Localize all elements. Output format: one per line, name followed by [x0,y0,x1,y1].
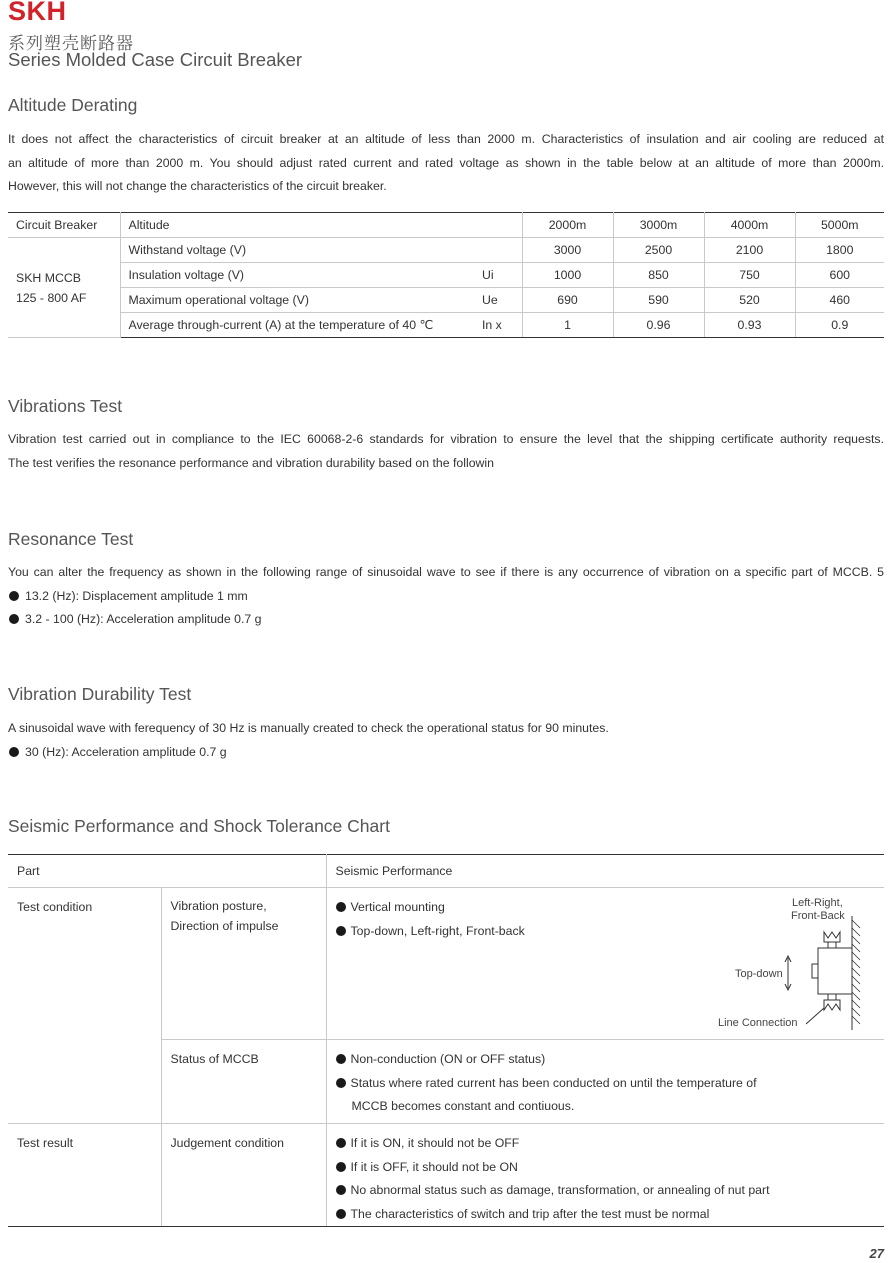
title-english: Series Molded Case Circuit Breaker [8,49,303,70]
test-condition-cell [8,888,161,1124]
diagram-label-left-right: Left-Right, [792,897,843,909]
bullet-icon [336,1209,346,1219]
altitude-paragraph [8,128,884,199]
status-performance-cell [326,1040,884,1124]
test-result-cell [8,1124,161,1227]
header-altitude-value: 3000m [613,213,704,238]
table-cell: 1800 [795,238,884,263]
top-stud-icon [828,942,836,948]
posture-label: Vibration posture, [170,899,267,913]
header-altitude-value: 4000m [704,213,795,238]
list-item-text: Non-conduction (ON or OFF status) [350,1052,546,1066]
list-item [336,1048,876,1072]
breaker-model: SKH MCCB [16,270,81,285]
table-cell: 850 [613,263,704,288]
breaker-frame: 125 - 800 AF [16,290,87,305]
table-row [8,1124,884,1227]
list-item-text: The characteristics of switch and trip after the test must be normal [350,1206,710,1221]
posture-cell [161,888,326,1040]
altitude-derating-table [8,212,884,338]
table-cell: 0.96 [613,313,704,338]
list-item-text: If it is OFF, it should not be ON [350,1159,518,1174]
table-cell: 590 [613,288,704,313]
row-label: Maximum operational voltage (V) [120,288,482,313]
list-item [9,612,262,626]
list-item-text: Status where rated current has been conducted on until the temperature of [350,1075,757,1090]
bullet-icon [336,1185,346,1195]
list-item-text: Vertical mounting [350,900,445,914]
paragraph-line: However, this will not change the characteristics of the circuit breaker. [8,179,387,193]
table-cell: 600 [795,263,884,288]
table-cell: 750 [704,263,795,288]
paragraph-line: The test verifies the resonance performance and vibration durability based on the followin [8,455,495,470]
durability-paragraph [8,717,884,741]
breaker-handle-icon [812,964,818,978]
paragraph-line: Vibration test carried out in compliance to the IEC 60068-2-6 standards for vibration to ensure the level that the shipping certificate authority requests. [8,432,884,446]
table-row [8,238,884,263]
header-part: Part [8,855,326,888]
pointer-line [806,1008,824,1024]
list-item-text: 30 (Hz): Acceleration amplitude 0.7 g [25,745,227,759]
status-cell [161,1040,326,1124]
resonance-heading: Resonance Test [8,529,134,549]
row-symbol: In x [482,313,522,338]
paragraph-line: A sinusoidal wave with ferequency of 30 Hz is manually created to check the operational status for 90 minutes. [8,721,609,735]
list-item-text: If it is ON, it should not be OFF [350,1136,520,1150]
header-altitude: Altitude [120,213,522,238]
row-symbol: Ue [482,288,522,313]
list-item-text: No abnormal status such as damage, transformation, or annealing of nut part [350,1183,770,1197]
header-circuit-breaker: Circuit Breaker [8,213,120,238]
list-item-text: 3.2 - 100 (Hz): Acceleration amplitude 0.7 g [25,612,262,626]
list-item [9,745,227,759]
brand-logo-text: SKH [8,0,67,26]
table-cell: 520 [704,288,795,313]
table-cell: 1 [522,313,613,338]
bullet-icon [336,1054,346,1064]
mounting-diagram [700,888,880,1038]
diagram-label-line-connection: Line Connection [718,1017,798,1029]
altitude-heading: Altitude Derating [8,95,138,115]
list-item [336,1132,876,1156]
list-item [336,1179,876,1203]
durability-heading: Vibration Durability Test [8,684,192,704]
seismic-heading: Seismic Performance and Shock Tolerance Chart [8,816,390,836]
row-label: Average through-current (A) at the temperature of 40 ℃ [120,313,482,338]
table-cell: 460 [795,288,884,313]
bullet-icon [9,747,19,757]
status-label: Status of MCCB [170,1052,259,1066]
header-altitude-value: 5000m [795,213,884,238]
bullet-icon [336,902,346,912]
list-item-text: 13.2 (Hz): Displacement amplitude 1 mm [25,589,248,603]
top-terminal-icon [824,932,840,942]
paragraph-line: You can alter the frequency as shown in the following range of sinusoidal wave to see if there is any occurrence of vibration on a specific part of MCCB. 5 [8,565,884,579]
judgement-cell [161,1124,326,1227]
vibrations-heading: Vibrations Test [8,396,123,416]
bullet-icon [336,1078,346,1088]
bullet-icon [9,614,19,624]
test-result-label: Test result [17,1136,74,1150]
table-cell: 0.93 [704,313,795,338]
wall-hatch [852,920,860,1024]
diagram-label-front-back: Front-Back [791,910,845,922]
bullet-icon [9,591,19,601]
diagram-label-top-down: Top-down [735,968,783,980]
circuit-breaker-cell [8,238,120,338]
row-label: Insulation voltage (V) [120,263,482,288]
bullet-icon [336,926,346,936]
list-item [336,1156,876,1180]
bullet-icon [336,1138,346,1148]
table-header-row [8,855,884,888]
table-row [8,313,884,338]
paragraph-line: an altitude of more than 2000 m. You should adjust rated current and rated voltage as shown in the table below at an altitude of more than 2000m. [8,155,884,170]
posture-label: Direction of impulse [170,919,279,933]
title-chinese: 系列塑壳断路器 [8,34,134,54]
table-cell: 3000 [522,238,613,263]
list-item-continuation: MCCB becomes constant and contiuous. [351,1099,575,1113]
header-altitude-value: 2000m [522,213,613,238]
table-cell: 2500 [613,238,704,263]
list-item [336,1072,876,1096]
list-item-text: Top-down, Left-right, Front-back [350,923,525,938]
table-cell: 690 [522,288,613,313]
table-cell: 1000 [522,263,613,288]
list-item [336,1203,876,1227]
page-number: 27 [869,1246,884,1261]
list-item [9,589,248,603]
judgement-performance-cell [326,1124,884,1227]
judgement-label: Judgement condition [170,1136,284,1150]
bottom-terminal-icon [824,1000,840,1010]
row-symbol: Ui [482,263,522,288]
test-condition-label: Test condition [17,900,93,914]
bullet-icon [336,1162,346,1172]
row-label: Withstand voltage (V) [120,238,522,263]
resonance-paragraph [8,561,884,585]
table-cell: 2100 [704,238,795,263]
vibrations-paragraph [8,428,884,475]
breaker-body-icon [818,948,852,994]
header-seismic-performance: Seismic Performance [326,855,884,888]
bottom-stud-icon [828,994,836,1000]
table-row [8,288,884,313]
table-cell: 0.9 [795,313,884,338]
table-row [8,263,884,288]
table-header-row [8,213,884,238]
paragraph-line: It does not affect the characteristics of circuit breaker at an altitude of less than 2000 m. Characteristics of insulation and air cooling are reduced at [8,132,884,146]
